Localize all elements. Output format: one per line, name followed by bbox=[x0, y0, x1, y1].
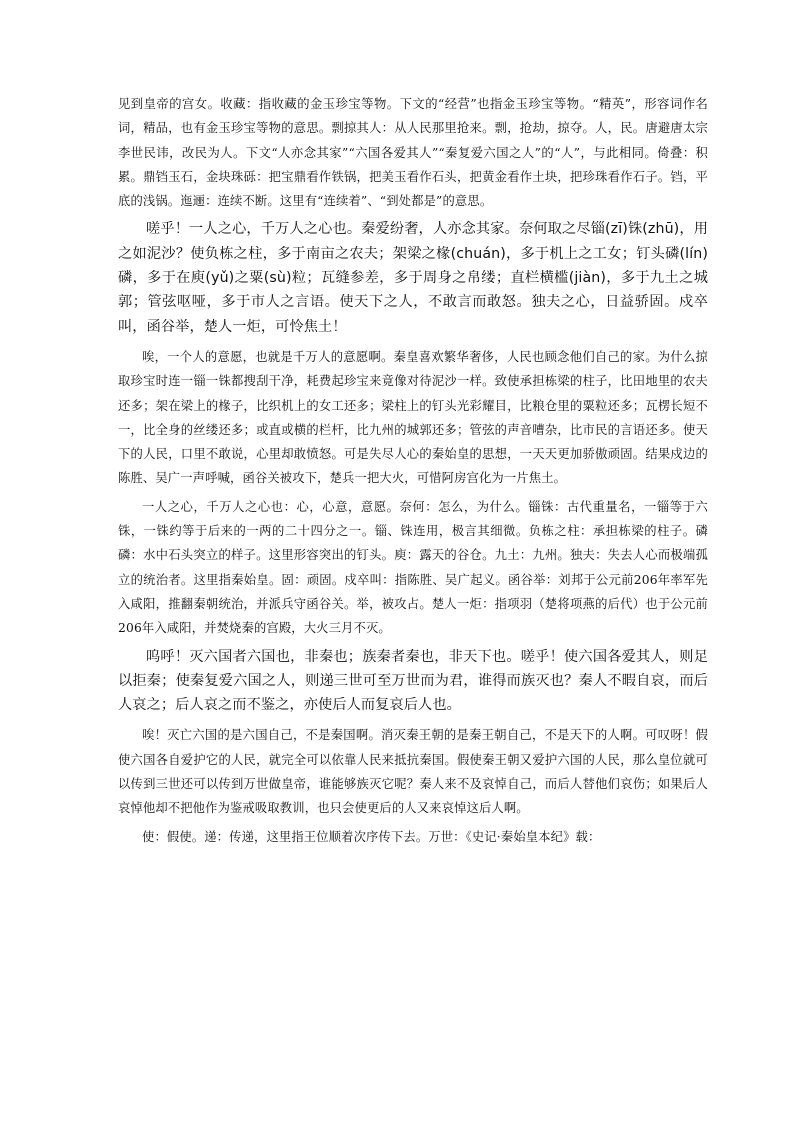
annotation-paragraph-2: 一人之心，千万人之心也：心，心意，意愿。奈何：怎么，为什么。锱铢：古代重量名，一锱等于六铢，一铢约等于后来的一两的二十四分之一。锱、铢连用，极言其细微。负栋之柱：承担栋梁的柱子。磷磷：水中石头突立的样子。这里形容突出的钉头。庾：露天的谷仓。九土：九州。独夫：失去人心而极端孤立的统治者。这里指秦始皇。固：顽固。戍卒叫：指陈胜、吴广起义。函谷举：刘邦于公元前206年率军先入咸阳，推翻秦朝统治，并派兵守函谷关。举，被攻占。楚人一炬：指项羽（楚将项燕的后代）也于公元前206年入咸阳，并焚烧秦的宫殿，大火三月不灭。 bbox=[118, 499, 708, 636]
original-text-paragraph-2: 呜呼！灭六国者六国也，非秦也；族秦者秦也，非天下也。嗟乎！使六国各爱其人，则足以拒秦；使秦复爱六国之人，则递三世可至万世而为君，谁得而族灭也？秦人不暇自哀，而后人哀之；后人哀之而不鉴之，亦使后人而复哀后人也。 bbox=[118, 648, 708, 714]
annotation-paragraph-3: 使：假使。递：传递，这里指王位顺着次序传下去。万世：《史记·秦始皇本纪》载： bbox=[142, 829, 601, 844]
original-text-paragraph-1: 嗟乎！一人之心，千万人之心也。秦爱纷奢，人亦念其家。奈何取之尽锱(zī)铢(zhū)，用之如泥沙？使负栋之柱，多于南亩之农夫；架梁之椽(chuán)，多于机上之工女；钉头磷(lín)磷，多于在庾(yǔ)之粟(sù)粒；瓦缝参差，多于周身之帛缕；直栏横槛(jiàn)，多于九土之城郭；管弦呕哑，多于市人之言语。使天下之人，不敢言而敢怒。独夫之心，日益骄固。戍卒叫，函谷举，楚人一炬，可怜焦土！ bbox=[118, 221, 708, 335]
document-page bbox=[118, 92, 708, 853]
translation-paragraph-2: 唉！灭亡六国的是六国自己，不是秦国啊。消灭秦王朝的是秦王朝自己，不是天下的人啊。可叹呀！假使六国各自爱护它的人民，就完全可以依靠人民来抵抗秦国。假使秦王朝又爱护六国的人民，那么皇位就可以传到三世还可以传到万世做皇帝，谁能够族灭它呢？秦人来不及哀悼自己，而后人替他们哀伤；如果后人哀悼他却不把他作为鉴戒吸取教训，也只会使更后的人又来哀悼这后人啊。 bbox=[118, 728, 708, 816]
translation-paragraph-1: 唉，一个人的意愿，也就是千万人的意愿啊。秦皇喜欢繁华奢侈，人民也顾念他们自己的家。为什么掠取珍宝时连一锱一铢都搜刮干净，耗费起珍宝来竟像对待泥沙一样。致使承担栋梁的柱子，比田地里的农夫还多；架在梁上的椽子，比织机上的女工还多；梁柱上的钉头光彩耀目，比粮仓里的粟粒还多；瓦楞长短不一，比全身的丝缕还多；或直或横的栏杆，比九州的城郭还多；管弦的声音嘈杂，比市民的言语还多。使天下的人民，口里不敢说，心里却敢愤怒。可是失尽人心的秦始皇的思想，一天天更加骄傲顽固。结果戍边的陈胜、吴广一声呼喊，函谷关被攻下，楚兵一把大火，可惜阿房宫化为一片焦土。 bbox=[118, 349, 708, 486]
annotation-paragraph-1: 见到皇帝的宫女。收藏：指收藏的金玉珍宝等物。下文的“经营”也指金玉珍宝等物。“精英”，形容词作名词，精品，也有金玉珍宝等物的意思。剽掠其人：从人民那里抢来。剽，抢劫，掠夺。人，民。唐避唐太宗李世民讳，改民为人。下文“人亦念其家”“六国各爱其人”“秦复爱六国之人”的“人”，与此相同。倚叠：积累。鼎铛玉石，金块珠砾：把宝鼎看作铁锅，把美玉看作石头，把黄金看作土块，把珍珠看作石子。铛，平底的浅锅。迤逦：连续不断。这里有“连续着”、“到处都是”的意思。 bbox=[118, 97, 708, 209]
